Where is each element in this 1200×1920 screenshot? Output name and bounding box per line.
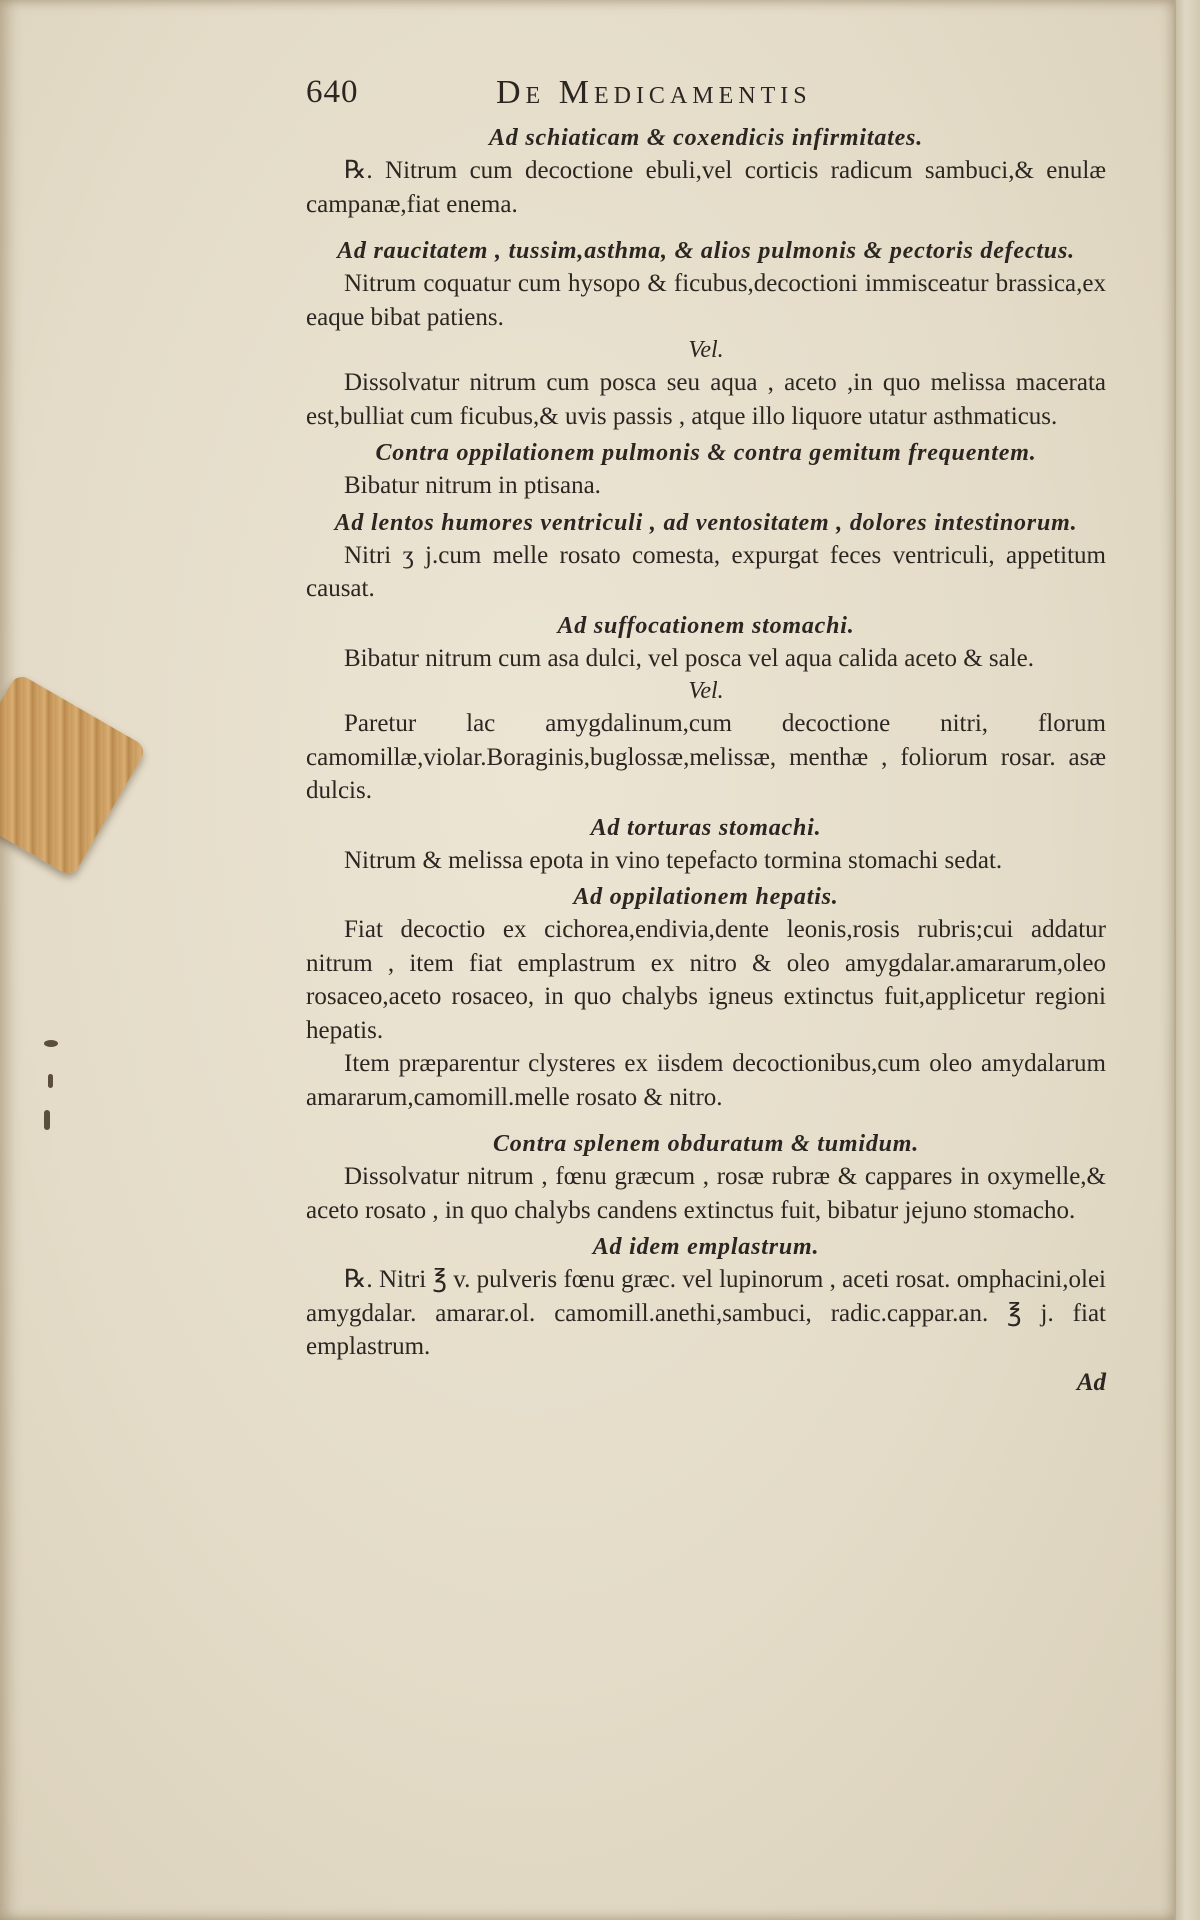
ink-spot [44,1110,50,1130]
paragraph: Dissolvatur nitrum cum posca seu aqua , aceto ,in quo melissa macerata est,bulliat cum ficubus,& uvis passis , atque illo liquore utatur asthmaticus. [306,369,1106,430]
bookmark-tab [0,673,147,878]
page-content [306,74,1106,1400]
section-heading: Vel. [688,678,724,704]
paragraph: Nitri ʒ j.cum melle rosato comesta, expurgat feces ventriculi, appetitum causat. [306,541,1106,602]
paragraph: ℞. Nitri ℥ v. pulveris fœnu græc. vel lupinorum , aceti rosat. omphacini,olei amygdalar. amarar.ol. camomill.anethi,sambuci, radic.cappar.an. ℥ j. fiat emplastrum. [306,1266,1106,1360]
section-heading: Ad suffocationem stomachi. [557,612,855,639]
section [306,334,1106,433]
section-heading: Ad lentos humores ventriculi , ad ventositatem , dolores intestinorum. [334,509,1078,536]
section [306,122,1106,221]
section-heading: Ad raucitatem , tussim,asthma, & alios pulmonis & pectoris defectus. [337,238,1075,264]
section-heading: Contra splenem obduratum & tumidum. [492,1131,920,1157]
section [306,437,1106,503]
page-number: 640 [306,74,359,110]
section [306,610,1106,676]
section [306,235,1106,334]
paragraph: ℞. Nitrum cum decoctione ebuli,vel corticis radicum sambuci,& enulæ campanæ,fiat enema. [306,157,1106,218]
ink-spot [48,1074,53,1088]
section-heading: Ad schiaticam & coxendicis infirmitates. [489,125,923,151]
paragraph: Bibatur nitrum cum asa dulci, vel posca vel aqua calida aceto & sale. [344,644,1035,672]
paragraph: Item præparentur clysteres ex iisdem decoctionibus,cum oleo amydalarum amararum,camomill.melle rosato & nitro. [306,1050,1106,1111]
section-heading: Vel. [688,337,724,363]
section [306,1128,1106,1227]
paragraph: Nitrum & melissa epota in vino tepefacto tormina stomachi sedat. [344,846,1003,874]
section [306,675,1106,808]
section [306,881,1106,1114]
section [306,507,1106,606]
section-heading: Ad oppilationem hepatis. [573,884,839,910]
paragraph: Nitrum coquatur cum hysopo & ficubus,decoctioni immisceatur brassica,ex eaque bibat patiens. [306,270,1106,331]
section-heading: Ad idem emplastrum. [592,1234,820,1260]
section-heading: Contra oppilationem pulmonis & contra gemitum frequentem. [375,440,1037,466]
section [306,1231,1106,1364]
paragraph: Fiat decoctio ex cichorea,endivia,dente leonis,rosis rubris;cui addatur nitrum , item fiat emplastrum ex nitro & oleo amygdalar.amararum,oleo rosaceo,aceto rosaceo, in quo chalybs igneus extinctus fuit,applicetur regioni hepatis. [306,916,1106,1044]
catchword: Ad [1076,1368,1106,1396]
paragraph: Bibatur nitrum in ptisana. [344,472,601,499]
running-head: De Medicamentis [496,74,812,111]
paragraph: Paretur lac amygdalinum,cum decoctione nitri, florum camomillæ,violar.Boraginis,buglossæ,melissæ, menthæ , foliorum rosar. asæ dulcis. [306,710,1106,804]
paragraph: Dissolvatur nitrum , fœnu græcum , rosæ rubræ & cappares in oxymelle,& aceto rosato , in quo chalybs candens extinctus fuit, bibatur jejuno stomacho. [306,1163,1106,1224]
section-heading: Ad torturas stomachi. [590,814,822,841]
ink-spot [44,1040,58,1047]
section [306,812,1106,878]
page-header [306,74,1106,118]
page-edge [1174,0,1200,1920]
